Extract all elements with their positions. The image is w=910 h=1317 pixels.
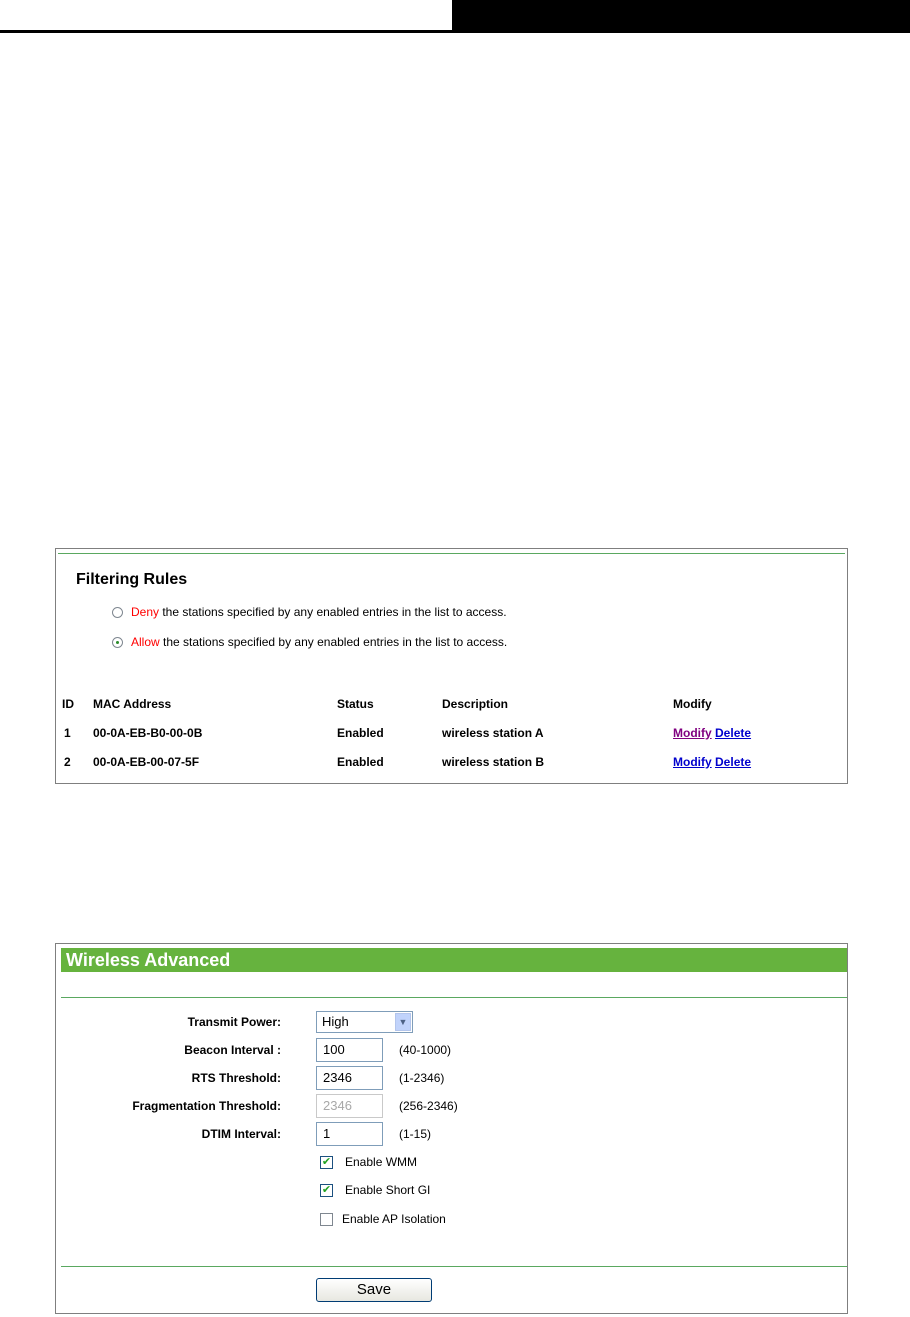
deny-word: Deny (131, 605, 160, 619)
row1-delete-link[interactable]: Delete (715, 726, 752, 740)
row2-id: 2 (64, 755, 71, 769)
header-rule (0, 30, 452, 33)
enable-ap-isolation-checkbox[interactable] (320, 1213, 333, 1226)
row2-status: Enabled (337, 755, 384, 769)
fragmentation-threshold-label: Fragmentation Threshold: (132, 1099, 281, 1113)
row2-modify-link[interactable]: Modify (673, 755, 712, 769)
wireless-advanced-panel (55, 943, 848, 1314)
enable-short-gi-option[interactable] (320, 1183, 430, 1197)
dtim-interval-input[interactable]: 1 (316, 1122, 383, 1146)
rts-threshold-hint: (1-2346) (399, 1071, 445, 1085)
filtering-rules-title: Filtering Rules (76, 571, 188, 588)
row2-mac: 00-0A-EB-00-07-5F (93, 755, 200, 769)
beacon-interval-hint: (40-1000) (399, 1043, 452, 1057)
col-id: ID (62, 697, 74, 711)
enable-ap-isolation-label: Enable AP Isolation (342, 1212, 446, 1226)
chevron-down-icon[interactable]: ▼ (395, 1013, 411, 1031)
rts-threshold-label: RTS Threshold: (191, 1071, 281, 1085)
row1-modify-link[interactable]: Modify (673, 726, 712, 740)
row2-delete-link[interactable]: Delete (715, 755, 752, 769)
panel-top-line (58, 553, 845, 554)
transmit-power-label: Transmit Power: (187, 1015, 281, 1029)
header-bar (452, 0, 910, 33)
enable-ap-isolation-option[interactable] (320, 1212, 446, 1226)
row1-mac: 00-0A-EB-B0-00-0B (93, 726, 203, 740)
col-modify: Modify (673, 697, 712, 711)
fragmentation-threshold-hint: (256-2346) (399, 1099, 458, 1113)
enable-wmm-checkbox[interactable]: ✔ (321, 1155, 332, 1168)
row2-actions (673, 755, 751, 769)
enable-wmm-option[interactable] (320, 1155, 417, 1169)
dtim-interval-label: DTIM Interval: (201, 1127, 281, 1141)
col-status: Status (337, 697, 374, 711)
beacon-interval-label: Beacon Interval : (184, 1043, 281, 1057)
allow-word: Allow (131, 635, 160, 649)
row2-description: wireless station B (442, 755, 545, 769)
fragmentation-threshold-input: 2346 (316, 1094, 383, 1118)
footer-divider (61, 1266, 847, 1267)
row1-description: wireless station A (442, 726, 544, 740)
deny-radio[interactable] (112, 607, 123, 618)
enable-short-gi-label: Enable Short GI (345, 1183, 431, 1197)
row1-actions (673, 726, 751, 740)
filtering-rules-panel (55, 548, 848, 784)
allow-radio[interactable] (112, 637, 123, 648)
dtim-interval-hint: (1-15) (399, 1127, 432, 1141)
transmit-power-select[interactable] (316, 1011, 413, 1033)
wireless-advanced-title: Wireless Advanced (61, 948, 847, 972)
row1-id: 1 (64, 726, 71, 740)
allow-option[interactable] (112, 635, 507, 649)
enable-short-gi-checkbox[interactable]: ✔ (321, 1183, 332, 1196)
rts-threshold-input[interactable]: 2346 (316, 1066, 383, 1090)
transmit-power-value: High (322, 1014, 349, 1029)
col-mac: MAC Address (93, 697, 172, 711)
section-divider (61, 997, 847, 998)
save-button[interactable]: Save (316, 1278, 432, 1302)
deny-text: the stations specified by any enabled entries in the list to access. (159, 605, 507, 619)
row1-status: Enabled (337, 726, 384, 740)
allow-text: the stations specified by any enabled entries in the list to access. (159, 635, 508, 649)
beacon-interval-input[interactable]: 100 (316, 1038, 383, 1062)
deny-option[interactable] (112, 605, 507, 619)
enable-wmm-label: Enable WMM (345, 1155, 418, 1169)
col-description: Description (442, 697, 509, 711)
